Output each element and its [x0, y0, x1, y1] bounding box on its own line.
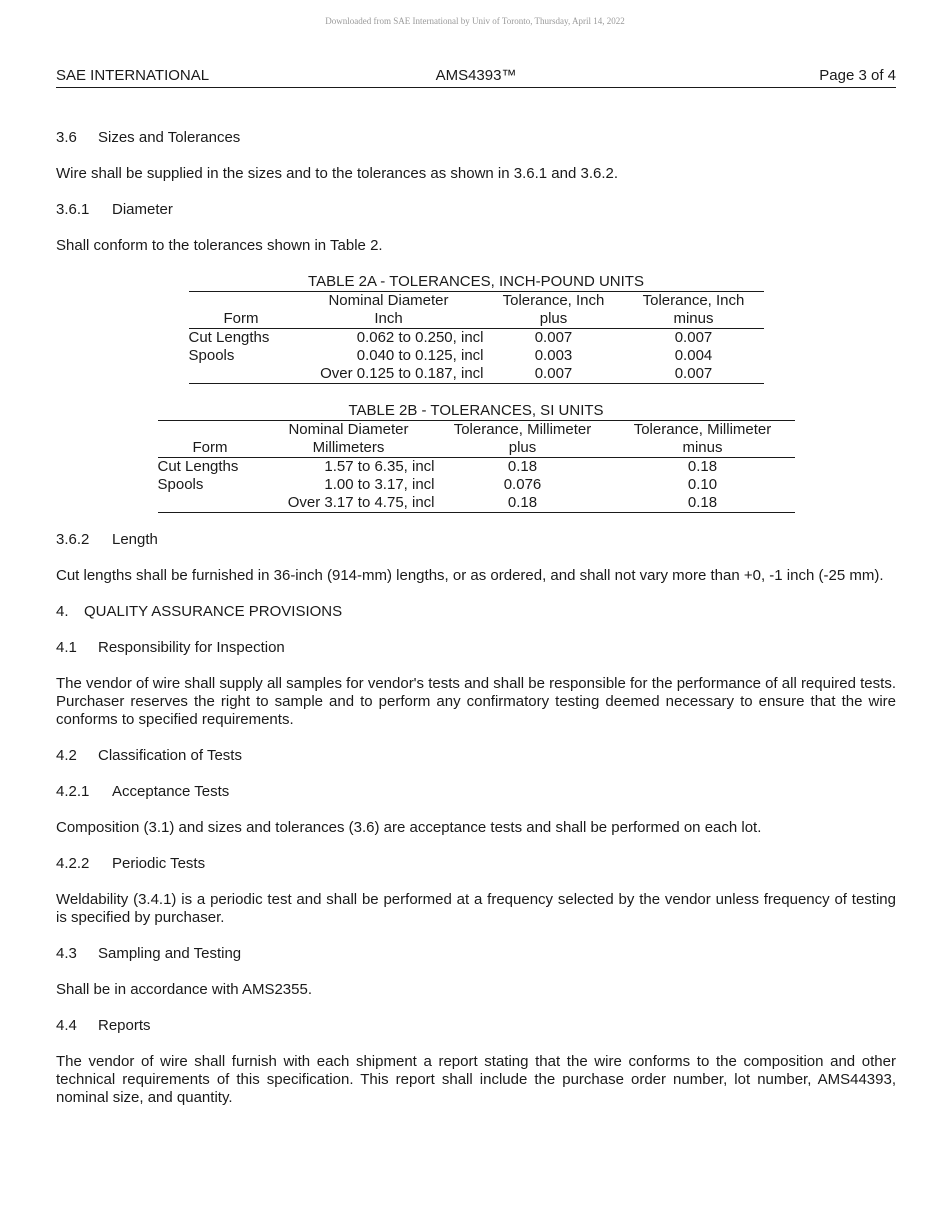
section-title: Diameter: [112, 201, 173, 218]
section-number: 4.4: [56, 1017, 77, 1034]
section-heading-3-6: [56, 129, 896, 147]
table-2a-caption: TABLE 2A - TOLERANCES, INCH-POUND UNITS: [308, 273, 644, 290]
section-title: Acceptance Tests: [112, 783, 230, 800]
table-cell: 0.10: [687, 476, 718, 493]
section-heading-3-6-1: [56, 201, 896, 219]
table-cell: Over 0.125 to 0.187, incl: [294, 365, 484, 384]
table-cell: [158, 494, 263, 513]
section-text-4-3: Shall be in accordance with AMS2355.: [56, 981, 312, 998]
section-text-3-6-2: Cut lengths shall be furnished in 36-inch (914-mm) lengths, or as ordered, and shall not vary more than +0, -1 inch (-25 mm).: [56, 567, 884, 584]
table-row: [189, 329, 764, 348]
section-heading-4-4: [56, 1017, 896, 1035]
table-row: [158, 494, 795, 513]
table-cell: [189, 365, 294, 384]
table-cell: Cut Lengths: [188, 329, 270, 346]
section-title: Reports: [98, 1017, 151, 1034]
section-number: 4.2.2: [56, 855, 90, 872]
table-header-cell: Form: [189, 310, 294, 329]
header-document-number: AMS4393™: [435, 67, 517, 84]
section-heading-4-3: [56, 945, 896, 963]
table-header-cell: Tolerance, Millimeter: [611, 421, 795, 440]
section-number: 4.2.1: [56, 783, 90, 800]
table-header-cell: Tolerance, Millimeter: [435, 421, 611, 440]
section-text-4-2-1: Composition (3.1) and sizes and tolerances (3.6) are acceptance tests and shall be performed on each lot.: [56, 819, 762, 836]
section-heading-4-1: [56, 639, 896, 657]
table-cell: 0.062 to 0.250, incl: [356, 329, 484, 346]
section-number: 4.3: [56, 945, 77, 962]
section-number: 3.6.2: [56, 531, 90, 548]
table-cell: 1.00 to 3.17, incl: [324, 476, 435, 493]
download-watermark: Downloaded from SAE International by Univ of Toronto, Thursday, April 14, 2022: [325, 16, 625, 26]
table-cell: 0.004: [674, 347, 713, 364]
section-title: Periodic Tests: [112, 855, 206, 872]
section-number: 3.6.1: [56, 201, 90, 218]
table-cell: 0.007: [674, 329, 713, 346]
header-organization: SAE INTERNATIONAL: [56, 67, 210, 84]
table-header-cell: plus: [435, 439, 611, 458]
table-header-cell: Nominal Diameter: [263, 421, 435, 440]
table-cell: Over 3.17 to 4.75, incl: [263, 494, 435, 513]
table-header-cell: [158, 421, 263, 440]
table-cell: 1.57 to 6.35, incl: [324, 458, 435, 475]
section-heading-4-2: [56, 747, 896, 765]
table-row: [158, 476, 795, 494]
section-heading-3-6-2: [56, 531, 896, 549]
section-heading-4-2-2: [56, 855, 896, 873]
table-header-cell: Tolerance, Inch: [484, 292, 624, 311]
section-number: 4.1: [56, 639, 77, 656]
section-text-4-2-2: Weldability (3.4.1) is a periodic test and shall be performed at a frequency selected by the vendor unless frequency of testing is specified by purchaser.: [56, 891, 896, 926]
table-cell: 0.18: [611, 494, 795, 513]
table-header-cell: plus: [484, 310, 624, 329]
table-cell: 0.18: [435, 494, 611, 513]
section-title: Sizes and Tolerances: [98, 129, 241, 146]
table-header-cell: Millimeters: [263, 439, 435, 458]
section-text-3-6: Wire shall be supplied in the sizes and to the tolerances as shown in 3.6.1 and 3.6.2.: [56, 165, 619, 182]
document-body: [56, 129, 896, 1125]
section-number: 4.2: [56, 747, 77, 764]
table-2b: [158, 420, 795, 513]
section-text-4-1: The vendor of wire shall supply all samples for vendor's tests and shall be responsible for the performance of all required tests. Purchaser reserves the right to sample and to perform any confirmatory testing deemed necessary to ensure that the wire conforms to specified requirements.: [56, 675, 896, 728]
table-cell: 0.040 to 0.125, incl: [356, 347, 484, 364]
section-title: QUALITY ASSURANCE PROVISIONS: [84, 603, 343, 620]
table-cell: 0.18: [507, 458, 538, 475]
table-header-cell: Inch: [294, 310, 484, 329]
section-title: Sampling and Testing: [98, 945, 242, 962]
table-header-cell: Form: [158, 439, 263, 458]
table-cell: Cut Lengths: [157, 458, 239, 475]
table-2a: [189, 291, 764, 384]
table-row: [189, 347, 764, 365]
table-cell: Spools: [188, 347, 235, 364]
table-row: [189, 365, 764, 384]
table-cell: Spools: [157, 476, 204, 493]
header-page-number: Page 3 of 4: [819, 67, 896, 84]
section-heading-4-2-1: [56, 783, 896, 801]
section-number: 4.: [56, 603, 69, 620]
table-row: [158, 458, 795, 477]
section-heading-4: [56, 603, 896, 621]
section-title: Classification of Tests: [98, 747, 242, 764]
table-cell: 0.007: [624, 365, 764, 384]
table-header-cell: minus: [611, 439, 795, 458]
section-text-3-6-1: Shall conform to the tolerances shown in Table 2.: [56, 237, 383, 254]
section-number: 3.6: [56, 129, 77, 146]
table-header-cell: Nominal Diameter: [294, 292, 484, 311]
table-cell: 0.076: [503, 476, 542, 493]
table-header-cell: Tolerance, Inch: [624, 292, 764, 311]
page-header: [56, 67, 896, 88]
section-title: Responsibility for Inspection: [98, 639, 285, 656]
table-header-cell: minus: [624, 310, 764, 329]
table-header-cell: [189, 292, 294, 311]
table-cell: 0.003: [534, 347, 573, 364]
table-cell: 0.007: [534, 329, 573, 346]
table-cell: 0.007: [484, 365, 624, 384]
table-2b-caption: TABLE 2B - TOLERANCES, SI UNITS: [348, 402, 604, 419]
section-title: Length: [112, 531, 158, 548]
section-text-4-4: The vendor of wire shall furnish with each shipment a report stating that the wire conforms to the composition and other technical requirements of this specification. This report shall include the purchase order number, lot number, AMS44393, nominal size, and quantity.: [56, 1053, 896, 1106]
table-cell: 0.18: [687, 458, 718, 475]
